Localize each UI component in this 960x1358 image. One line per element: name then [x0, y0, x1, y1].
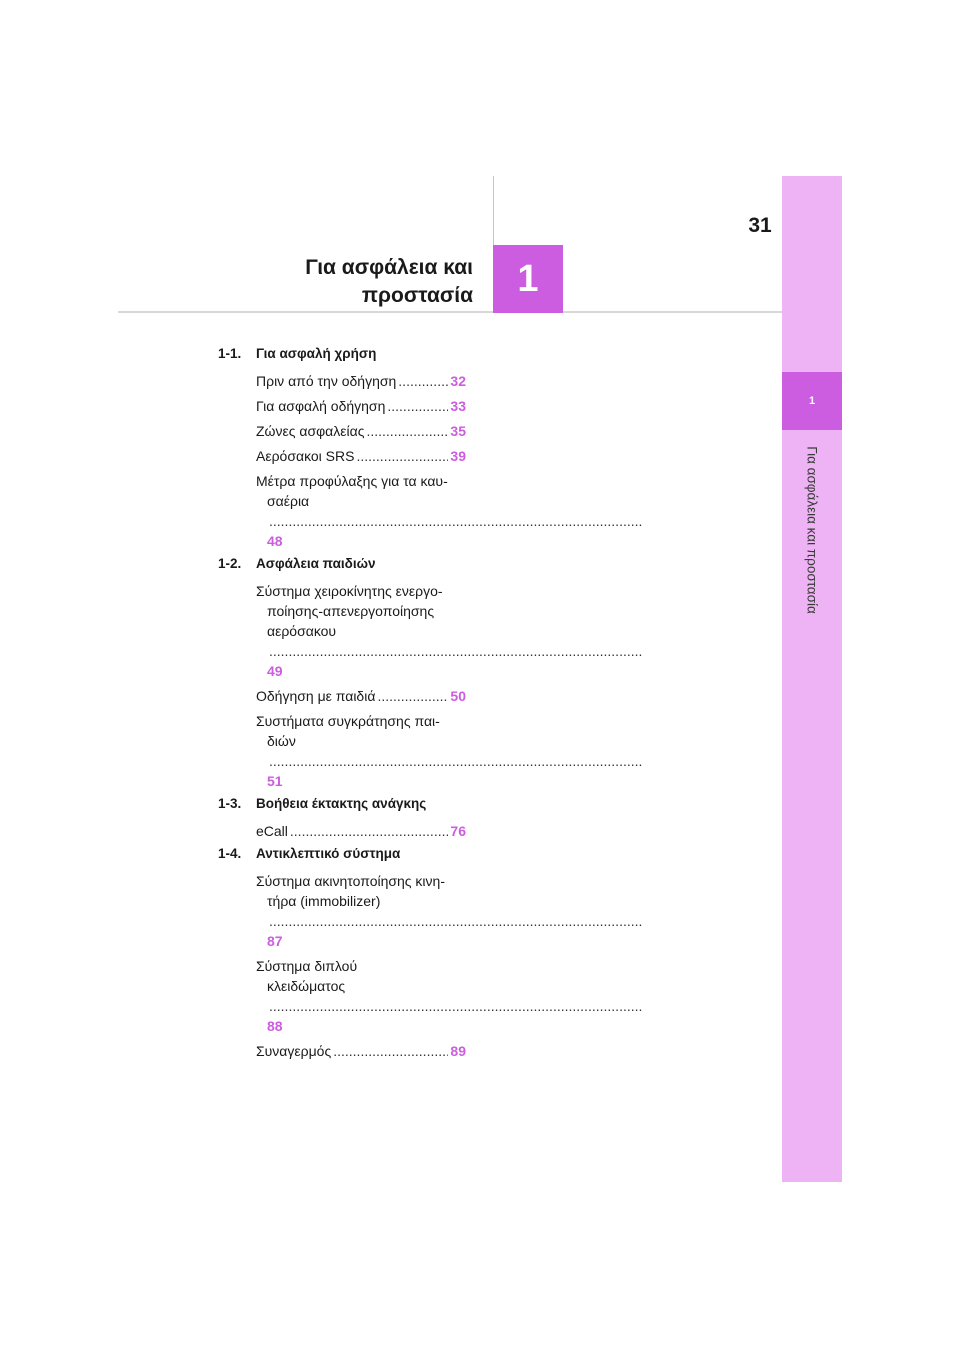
entry-title-line2: διών — [267, 733, 296, 749]
side-tab-number[interactable]: 1 — [782, 372, 842, 430]
toc-section-1-1 — [218, 346, 466, 368]
entry-title: Πριν από την οδήγηση — [256, 373, 397, 389]
leader-dots — [387, 396, 448, 416]
entry-page[interactable]: 39 — [450, 448, 466, 464]
header-divider-horizontal — [118, 311, 782, 313]
entry-page[interactable]: 50 — [450, 688, 466, 704]
entry-title: Ζώνες ασφαλείας — [256, 423, 365, 439]
entry-title: Συναγερμός — [256, 1043, 332, 1059]
toc-section-1-2 — [218, 556, 466, 578]
section-number: 1-1. — [218, 346, 242, 361]
toc-entry[interactable] — [256, 371, 466, 391]
leader-dots — [269, 513, 642, 529]
toc-entry[interactable] — [256, 871, 466, 951]
leader-dots — [269, 998, 642, 1014]
toc-entry[interactable] — [256, 471, 466, 551]
entry-title-line2: τήρα (immobilizer) — [267, 893, 381, 909]
leader-dots — [269, 753, 642, 769]
entry-title-line2: σαέρια — [267, 493, 310, 509]
leader-dots — [356, 446, 448, 466]
section-title: Ασφάλεια παιδιών — [256, 556, 376, 571]
entry-title-line3: αερόσακου — [267, 623, 337, 639]
entry-page[interactable]: 76 — [450, 823, 466, 839]
section-title: Βοήθεια έκτακτης ανάγκης — [256, 796, 427, 811]
entry-page[interactable]: 32 — [450, 373, 466, 389]
entry-title: eCall — [256, 823, 288, 839]
toc-entry[interactable] — [256, 711, 466, 791]
toc-entry[interactable] — [256, 421, 466, 441]
chapter-number-box: 1 — [493, 245, 563, 313]
side-tab-title: Για ασφάλεια και προστασία — [804, 446, 820, 614]
entry-title: Οδήγηση με παιδιά — [256, 688, 376, 704]
toc-section-1-3 — [218, 796, 466, 818]
section-number: 1-4. — [218, 846, 242, 861]
toc-entry[interactable] — [256, 1041, 466, 1061]
entry-page[interactable]: 87 — [267, 933, 283, 949]
leader-dots — [290, 821, 449, 841]
toc-entry[interactable] — [256, 396, 466, 416]
entry-page[interactable]: 89 — [450, 1043, 466, 1059]
entry-page[interactable]: 33 — [450, 398, 466, 414]
section-number: 1-2. — [218, 556, 242, 571]
entry-title-line1: Σύστημα ακινητοποίησης κινη- — [256, 873, 445, 889]
leader-dots — [377, 686, 448, 706]
chapter-title-line1: Για ασφάλεια και — [305, 256, 473, 279]
chapter-title — [305, 254, 473, 310]
entry-page[interactable]: 48 — [267, 533, 283, 549]
entry-title-line1: Σύστημα χειροκίνητης ενεργο- — [256, 583, 443, 599]
page-number: 31 — [748, 214, 772, 237]
entry-title-line1: Συστήματα συγκράτησης παι- — [256, 713, 440, 729]
toc-entry[interactable] — [256, 956, 466, 1036]
toc-entry[interactable] — [256, 821, 466, 841]
entry-title: Αερόσακοι SRS — [256, 448, 355, 464]
toc-entry[interactable] — [256, 581, 466, 681]
header-divider-vertical — [493, 176, 494, 246]
entry-page[interactable]: 88 — [267, 1018, 283, 1034]
table-of-contents — [218, 346, 466, 1066]
leader-dots — [333, 1041, 448, 1061]
entry-title: Για ασφαλή οδήγηση — [256, 398, 386, 414]
entry-title-line1: Σύστημα διπλού — [256, 958, 358, 974]
leader-dots — [269, 643, 642, 659]
chapter-title-line2: προστασία — [361, 284, 473, 307]
entry-title-line1: Μέτρα προφύλαξης για τα καυ- — [256, 473, 448, 489]
section-title: Για ασφαλή χρήση — [256, 346, 377, 361]
entry-title-line2: ποίησης-απενεργοποίησης — [267, 603, 435, 619]
section-title: Αντικλεπτικό σύστημα — [256, 846, 401, 861]
toc-section-1-4 — [218, 846, 466, 868]
entry-page[interactable]: 35 — [450, 423, 466, 439]
entry-page[interactable]: 49 — [267, 663, 283, 679]
toc-entry[interactable] — [256, 446, 466, 466]
leader-dots — [366, 421, 448, 441]
toc-entry[interactable] — [256, 686, 466, 706]
section-number: 1-3. — [218, 796, 242, 811]
side-strip — [782, 176, 842, 1182]
entry-title-line2: κλειδώματος — [267, 978, 346, 994]
leader-dots — [269, 913, 642, 929]
entry-page[interactable]: 51 — [267, 773, 283, 789]
leader-dots — [398, 371, 448, 391]
